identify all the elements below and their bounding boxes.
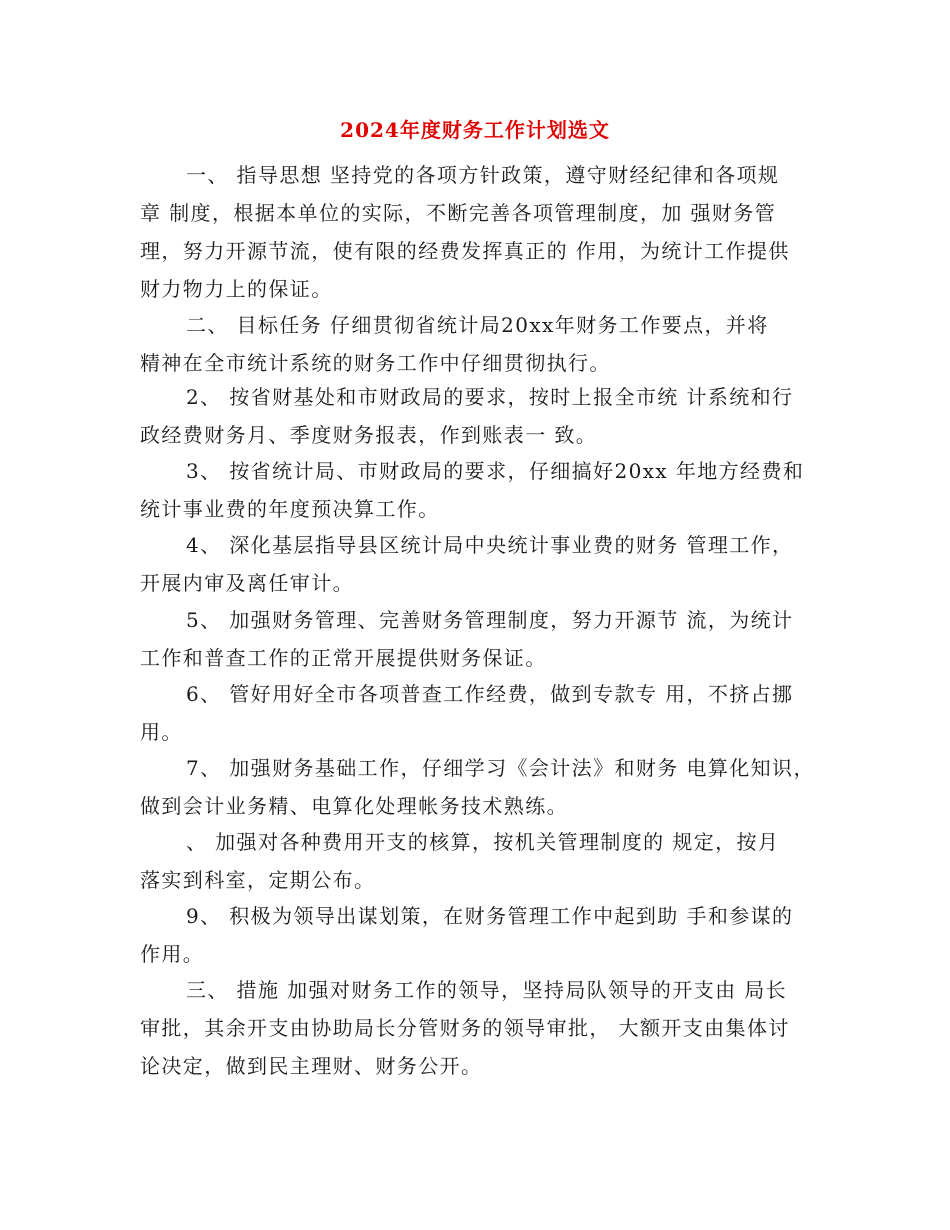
text-line: 审批，其余开支由协助局长分管财务的领导审批， 大额开支由集体讨 (140, 1016, 790, 1040)
text-line: 政经费财务月、季度财务报表，作到账表一 致。 (140, 423, 598, 447)
paragraph-guiding-ideology (140, 156, 830, 308)
text-line: 财力物力上的保证。 (140, 277, 333, 301)
paragraph-item-6 (140, 675, 830, 751)
text-line: 3、 按省统计局、市财政局的要求，仔细搞好20xx 年地方经费和 (186, 459, 805, 483)
text-line: 章 制度，根据本单位的实际，不断完善各项管理制度，加 强财务管 (140, 201, 777, 225)
paragraph-item-2 (140, 378, 830, 454)
text-line: 9、 积极为领导出谋划策，在财务管理工作中起到助 手和参谋的 (186, 904, 794, 928)
paragraph-item-9 (140, 897, 830, 973)
text-line: 工作和普查工作的正常开展提供财务保证。 (140, 646, 547, 670)
paragraph-item-5 (140, 601, 830, 677)
text-line: 一、 指导思想 坚持党的各项方针政策，遵守财经纪律和各项规 (186, 163, 780, 187)
text-line: 、 加强对各种费用开支的核算，按机关管理制度的 规定，按月 (186, 830, 780, 854)
text-line: 7、 加强财务基础工作，仔细学习《会计法》和财务 电算化知识， (186, 756, 815, 780)
text-line: 做到会计业务精、电算化处理帐务技术熟练。 (140, 794, 568, 818)
text-line: 统计事业费的年度预决算工作。 (140, 497, 440, 521)
text-line: 二、 目标任务 仔细贯彻省统计局20xx年财务工作要点，并将 (186, 313, 769, 337)
text-line: 2、 按省财基处和市财政局的要求，按时上报全市统 计系统和行 (186, 385, 794, 409)
text-line: 精神在全市统计系统的财务工作中仔细贯彻执行。 (140, 351, 611, 375)
document-title: 2024年度财务工作计划选文 (340, 118, 610, 142)
text-line: 理，努力开源节流，使有限的经费发挥真正的 作用，为统计工作提供 (140, 239, 790, 263)
paragraph-goals (140, 306, 830, 382)
paragraph-item-3 (140, 452, 830, 528)
text-line: 4、 深化基层指导县区统计局中央统计事业费的财务 管理工作， (186, 533, 794, 557)
text-line: 5、 加强财务管理、完善财务管理制度，努力开源节 流，为统计 (186, 608, 794, 632)
text-line: 落实到科室，定期公布。 (140, 868, 376, 892)
text-line: 三、 措施 加强对财务工作的领导，坚持局队领导的开支由 局长 (186, 978, 788, 1002)
text-line: 作用。 (140, 942, 205, 966)
paragraph-item-8 (140, 823, 830, 899)
text-line: 6、 管好用好全市各项普查工作经费，做到专款专 用，不挤占挪 (186, 682, 794, 706)
text-line: 开展内审及离任审计。 (140, 571, 354, 595)
paragraph-item-7 (140, 749, 830, 825)
text-line: 用。 (140, 720, 183, 744)
paragraph-item-4 (140, 526, 830, 602)
paragraph-measures (140, 971, 830, 1085)
text-line: 论决定，做到民主理财、财务公开。 (140, 1054, 483, 1078)
